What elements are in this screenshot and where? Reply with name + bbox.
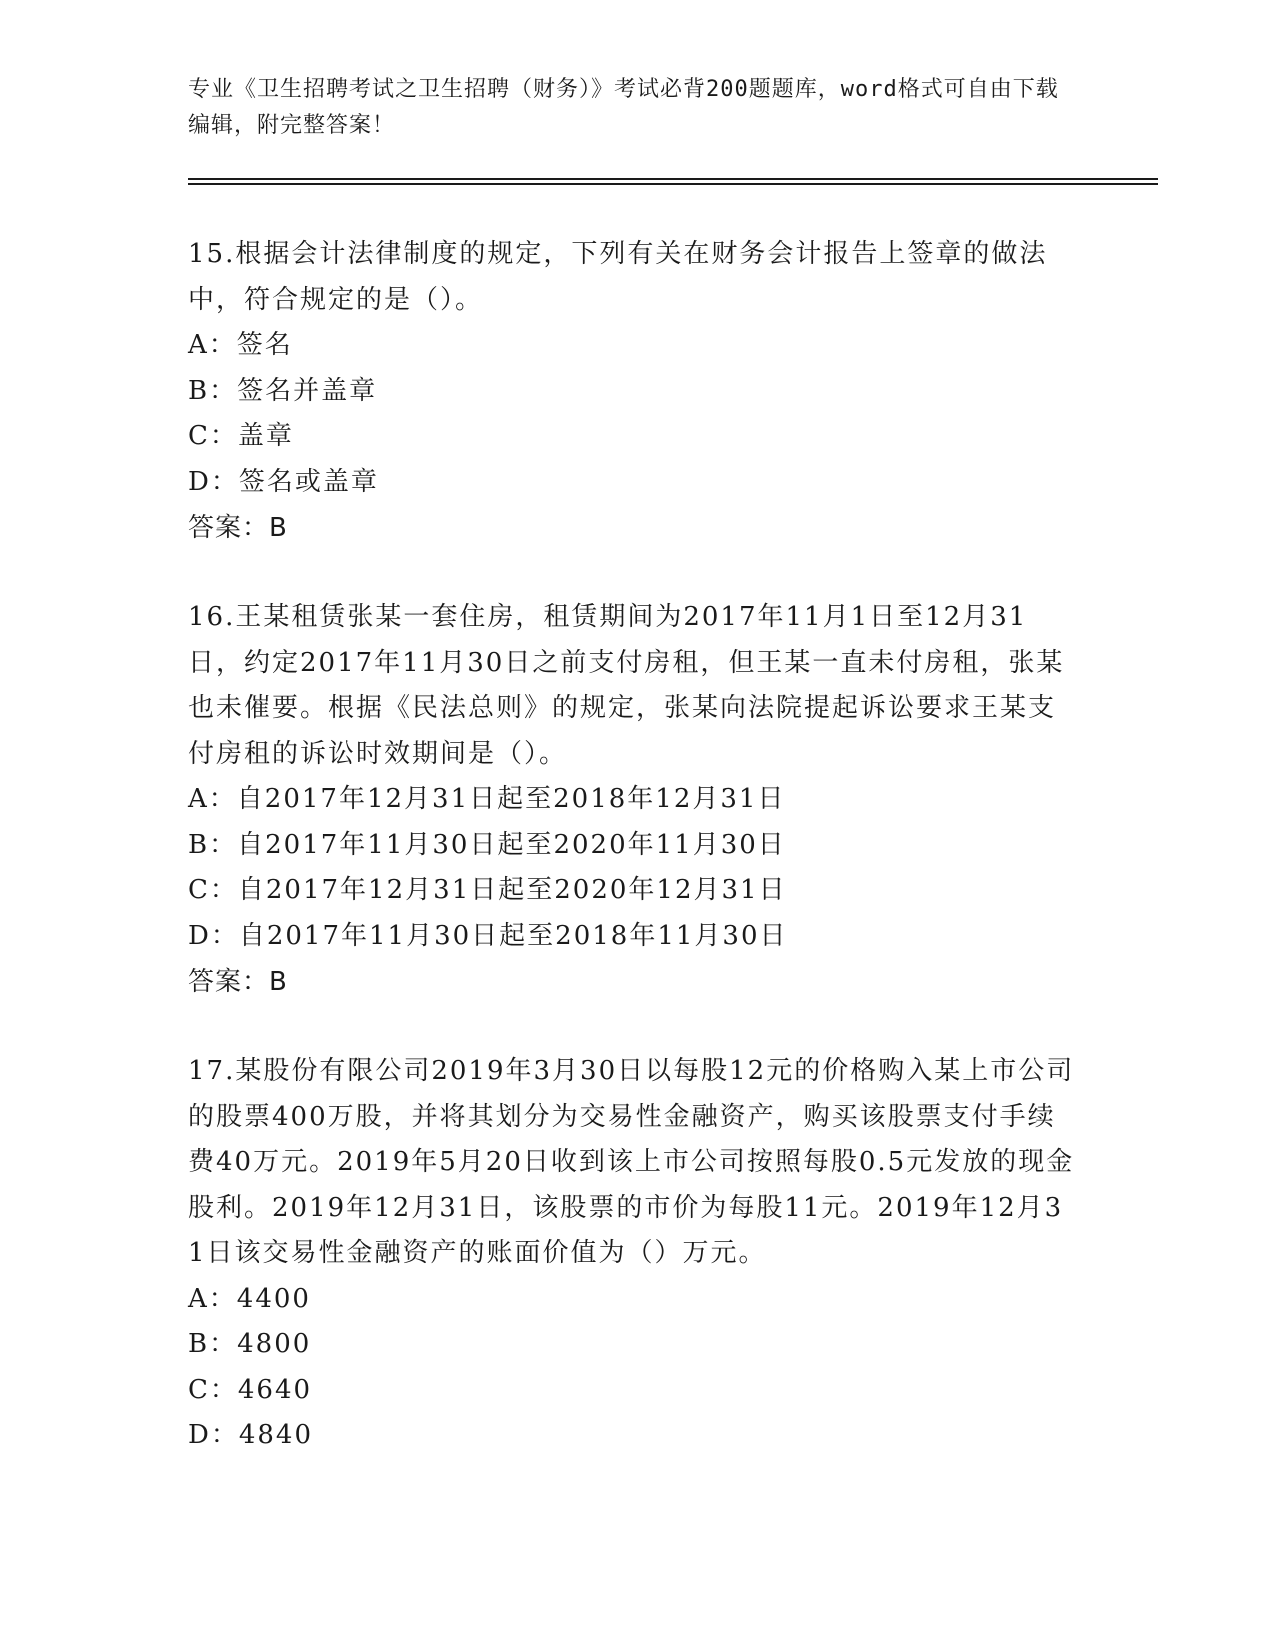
option-c: C：4640	[188, 1374, 313, 1405]
question-list	[188, 232, 1078, 1503]
option-d: D：自2017年11月30日起至2018年11月30日	[188, 920, 788, 951]
option-b: B：自2017年11月30日起至2020年11月30日	[188, 829, 786, 860]
header-divider-top	[188, 178, 1158, 180]
option-d: D：4840	[188, 1420, 314, 1450]
option-c: C：盖章	[188, 421, 294, 451]
question-16	[188, 595, 1078, 1005]
question-stem: 17.某股份有限公司2019年3月30日以每股12元的价格购入某上市公司的股票400万股，并将其划分为交易性金融资产，购买该股票支付手续费40万元。2019年5月20日收到该上市公司按照每股0.5元发放的现金股利。2019年12月31日，该股票的市价为每股11元。2019年12月31日该交易性金融资产的账面价值为（）万元。	[188, 1056, 1075, 1268]
document-header: 专业《卫生招聘考试之卫生招聘（财务）》考试必背200题题库，word格式可自由下载编辑，附完整答案！	[188, 77, 1059, 138]
option-a: A：自2017年12月31日起至2018年12月31日	[188, 784, 786, 814]
question-17	[188, 1049, 1078, 1459]
option-b: B：4800	[188, 1329, 312, 1359]
option-b: B：签名并盖章	[188, 375, 378, 406]
question-stem: 15.根据会计法律制度的规定，下列有关在财务会计报告上签章的做法中，符合规定的是（）。	[188, 239, 1048, 315]
option-c: C：自2017年12月31日起至2020年12月31日	[188, 875, 787, 905]
option-a: A：签名	[188, 330, 293, 360]
answer: 答案：B	[188, 967, 288, 997]
option-a: A：4400	[188, 1283, 311, 1314]
option-d: D：签名或盖章	[188, 466, 379, 497]
question-stem: 16.王某租赁张某一套住房，租赁期间为2017年11月1日至12月31日，约定2017年11月30日之前支付房租，但王某一直未付房租，张某也未催要。根据《民法总则》的规定，张某向法院提起诉讼要求王某支付房租的诉讼时效期间是（）。	[188, 602, 1065, 769]
answer: 答案：B	[188, 513, 288, 543]
header-divider-bottom	[188, 183, 1158, 185]
question-15	[188, 232, 1078, 551]
